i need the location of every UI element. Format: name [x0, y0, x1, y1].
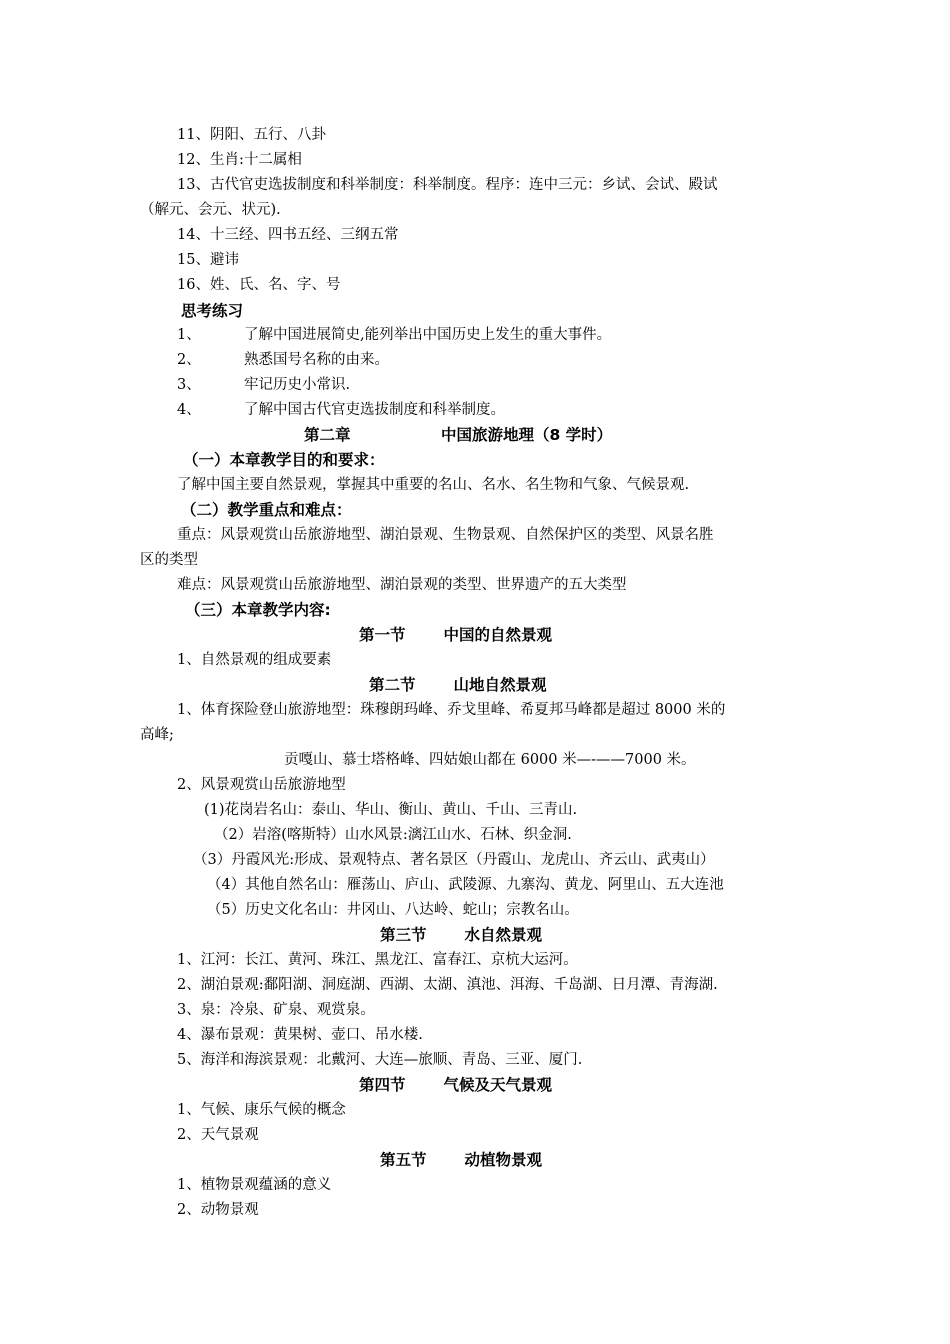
content-heading: （三）本章教学内容: [185, 601, 331, 619]
text-line: （4）其他自然名山：雁荡山、庐山、武陵源、九寨沟、黄龙、阿里山、五大连池 [207, 877, 724, 893]
text-line: 3、泉：冷泉、矿泉、观赏泉。 [177, 1002, 375, 1018]
text-line: 2、动物景观 [177, 1202, 259, 1218]
section-heading [380, 926, 542, 944]
text-line: 11、阴阳、五行、八卦 [177, 127, 326, 143]
text-line: 1、体育探险登山旅游地型：珠穆朗玛峰、乔戈里峰、希夏邦马峰都是超过 8000 米的 [177, 702, 726, 718]
text-line: 贡嘎山、慕士塔格峰、四姑娘山都在 6000 米—-——7000 米。 [284, 752, 696, 768]
section-title: 山地自然景观 [453, 676, 547, 694]
text-line: 5、海洋和海滨景观：北戴河、大连—旅顺、青岛、三亚、厦门. [177, 1052, 583, 1068]
text-line: (1)花岗岩名山：泰山、华山、衡山、黄山、千山、三青山. [204, 802, 578, 818]
text-line: 4、瀑布景观：黄果树、壶口、吊水楼. [177, 1027, 423, 1043]
section-number: 第五节 [380, 1151, 427, 1169]
text-line: 12、生肖:十二属相 [177, 152, 302, 168]
exercise-item-number: 2、 [177, 352, 201, 368]
text-line: 1、气候、康乐气候的概念 [177, 1102, 346, 1118]
exercise-item-text: 熟悉国号名称的由来。 [244, 352, 389, 368]
exercise-item-number: 1、 [177, 327, 201, 343]
exercise-item [177, 351, 389, 369]
text-line: 了解中国主要自然景观，掌握其中重要的名山、名水、名生物和气象、气候景观. [177, 477, 690, 493]
section-number: 第二节 [369, 676, 416, 694]
goals-heading: （一）本章教学目的和要求： [183, 451, 385, 469]
chapter-title: 中国旅游地理（8 学时） [441, 426, 613, 444]
section-title: 气候及天气景观 [443, 1076, 553, 1094]
text-line: 区的类型 [140, 552, 198, 568]
section-title: 水自然景观 [464, 926, 543, 944]
text-line: 14、十三经、四书五经、三纲五常 [177, 227, 399, 243]
exercise-item [177, 326, 611, 344]
text-line: （2）岩溶(喀斯特）山水风景:漓江山水、石林、织金洞. [214, 827, 572, 843]
section-number: 第一节 [359, 626, 406, 644]
exercise-heading: 思考练习 [181, 302, 244, 320]
text-line: （解元、会元、状元). [140, 202, 281, 218]
text-line: 16、姓、氏、名、字、号 [177, 277, 341, 293]
text-line: 2、风景观赏山岳旅游地型 [177, 777, 346, 793]
exercise-item [177, 401, 505, 419]
section-heading [369, 676, 547, 694]
exercise-item-text: 牢记历史小常识. [244, 377, 351, 393]
exercise-item-number: 4、 [177, 402, 201, 418]
text-line: 2、湖泊景观:鄱阳湖、洞庭湖、西湖、太湖、滇池、洱海、千岛湖、日月潭、青海湖. [177, 977, 718, 993]
chapter-number: 第二章 [304, 426, 351, 444]
text-line: （3）丹霞风光:形成、景观特点、著名景区（丹霞山、龙虎山、齐云山、武夷山） [193, 852, 715, 868]
section-heading [359, 1076, 552, 1094]
exercise-item-text: 了解中国进展简史,能列举出中国历史上发生的重大事件。 [244, 327, 612, 343]
section-heading [359, 626, 552, 644]
text-line: （5）历史文化名山：井冈山、八达岭、蛇山；宗教名山。 [207, 902, 579, 918]
section-number: 第四节 [359, 1076, 406, 1094]
text-line: 1、植物景观蕴涵的意义 [177, 1177, 332, 1193]
section-title: 动植物景观 [464, 1151, 543, 1169]
exercise-item-text: 了解中国古代官吏选拔制度和科举制度。 [244, 402, 505, 418]
text-line: 2、天气景观 [177, 1127, 259, 1143]
exercise-item [177, 376, 350, 394]
text-line: 1、自然景观的组成要素 [177, 652, 332, 668]
section-heading [380, 1151, 542, 1169]
text-line: 13、古代官吏选拔制度和科举制度：科举制度。程序：连中三元：乡试、会试、殿试 [177, 177, 718, 193]
text-line: 高峰; [140, 727, 174, 743]
section-number: 第三节 [380, 926, 427, 944]
key-points-heading: （二）教学重点和难点： [181, 501, 352, 519]
text-line: 难点：风景观赏山岳旅游地型、湖泊景观的类型、世界遗产的五大类型 [177, 577, 627, 593]
text-line: 重点：风景观赏山岳旅游地型、湖泊景观、生物景观、自然保护区的类型、风景名胜 [177, 527, 714, 543]
text-line: 1、江河：长江、黄河、珠江、黑龙江、富春江、京杭大运河。 [177, 952, 578, 968]
section-title: 中国的自然景观 [443, 626, 553, 644]
exercise-item-number: 3、 [177, 377, 201, 393]
text-line: 15、避讳 [177, 252, 239, 268]
